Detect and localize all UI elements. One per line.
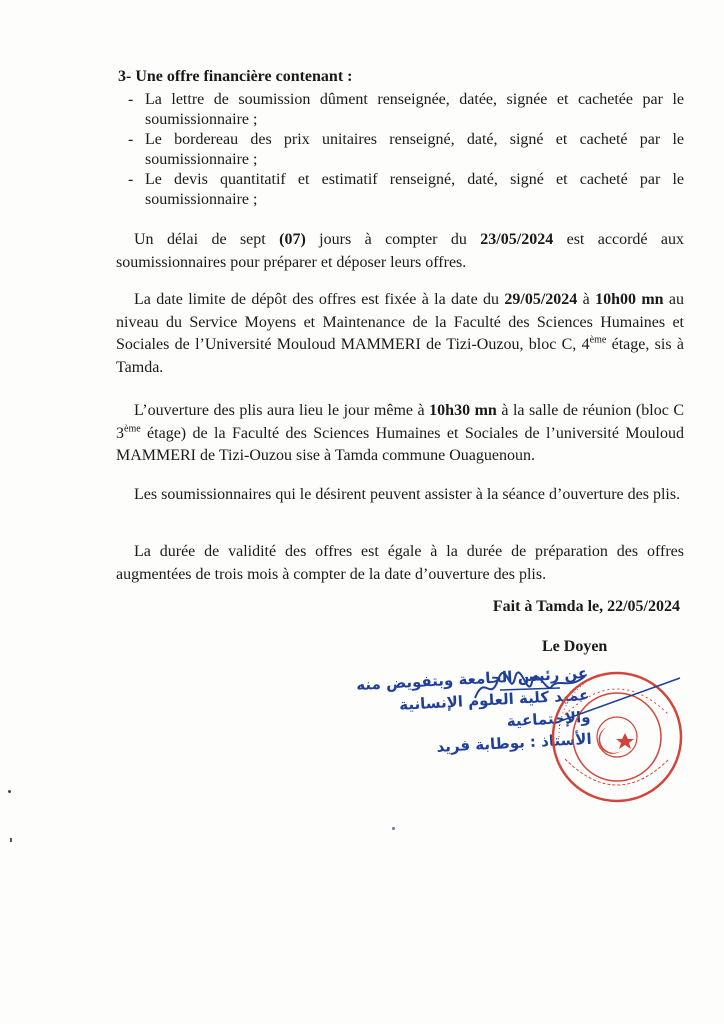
- bullet-dash: -: [128, 171, 134, 188]
- financial-offer-list: [128, 90, 684, 210]
- paragraph-opening: L’ouverture des plis aura lieu le jour même à 10h30 mn à la salle de réunion (bloc C 3ème étage) de la Faculté des Sciences Humaines et Sociales de l’université Mouloud MAMMERI de Tizi-Ouzou sise à Tamda commune Ouaguenoun.: [116, 402, 685, 464]
- list-item: - La lettre de soumission dûment renseignée, datée, signée et cachetée par le soumissionnaire ;: [128, 91, 684, 128]
- list-item: - Le devis quantitatif et estimatif renseigné, daté, signé et cacheté par le soumissionnaire ;: [128, 171, 684, 208]
- scan-speck: [8, 790, 11, 793]
- signatory-title: Le Doyen: [542, 638, 608, 655]
- scan-speck: [10, 838, 12, 842]
- place-date: Fait à Tamda le, 22/05/2024: [492, 598, 680, 615]
- section-heading: 3- Une offre financière contenant :: [118, 68, 353, 85]
- list-item: - Le bordereau des prix unitaires renseigné, daté, signé et cacheté par le soumissionnaire ;: [128, 131, 684, 168]
- official-round-seal: [545, 663, 685, 808]
- bullet-dash: -: [128, 91, 134, 108]
- paragraph-delay: Un délai de sept (07) jours à compter du 23/05/2024 est accordé aux soumissionnaires pour préparer et déposer leurs offres.: [116, 231, 684, 271]
- dean-stamp-text: عن رئيس الجامعة وبتفويض منه عميد كلية العلوم الإنسانية والإجتماعية الأستاذ : بوطابة فريد: [355, 663, 593, 756]
- paragraph-attendance: Les soumissionnaires qui le désirent peuvent assister à la séance d’ouverture des plis.: [134, 486, 681, 503]
- bullet-dash: -: [128, 131, 134, 148]
- scan-speck: [392, 827, 395, 830]
- paragraph-deadline: La date limite de dépôt des offres est fixée à la date du 29/05/2024 à 10h00 mn au niveau du Service Moyens et Maintenance de la Faculté des Sciences Humaines et Sociales de l’Université Mouloud MAMMERI de Tizi-Ouzou, bloc C, 4ème étage, sis à Tamda.: [116, 291, 685, 376]
- paragraph-validity: La durée de validité des offres est égale à la durée de préparation des offres augmentées de trois mois à compter de la date d’ouverture des plis.: [116, 543, 684, 583]
